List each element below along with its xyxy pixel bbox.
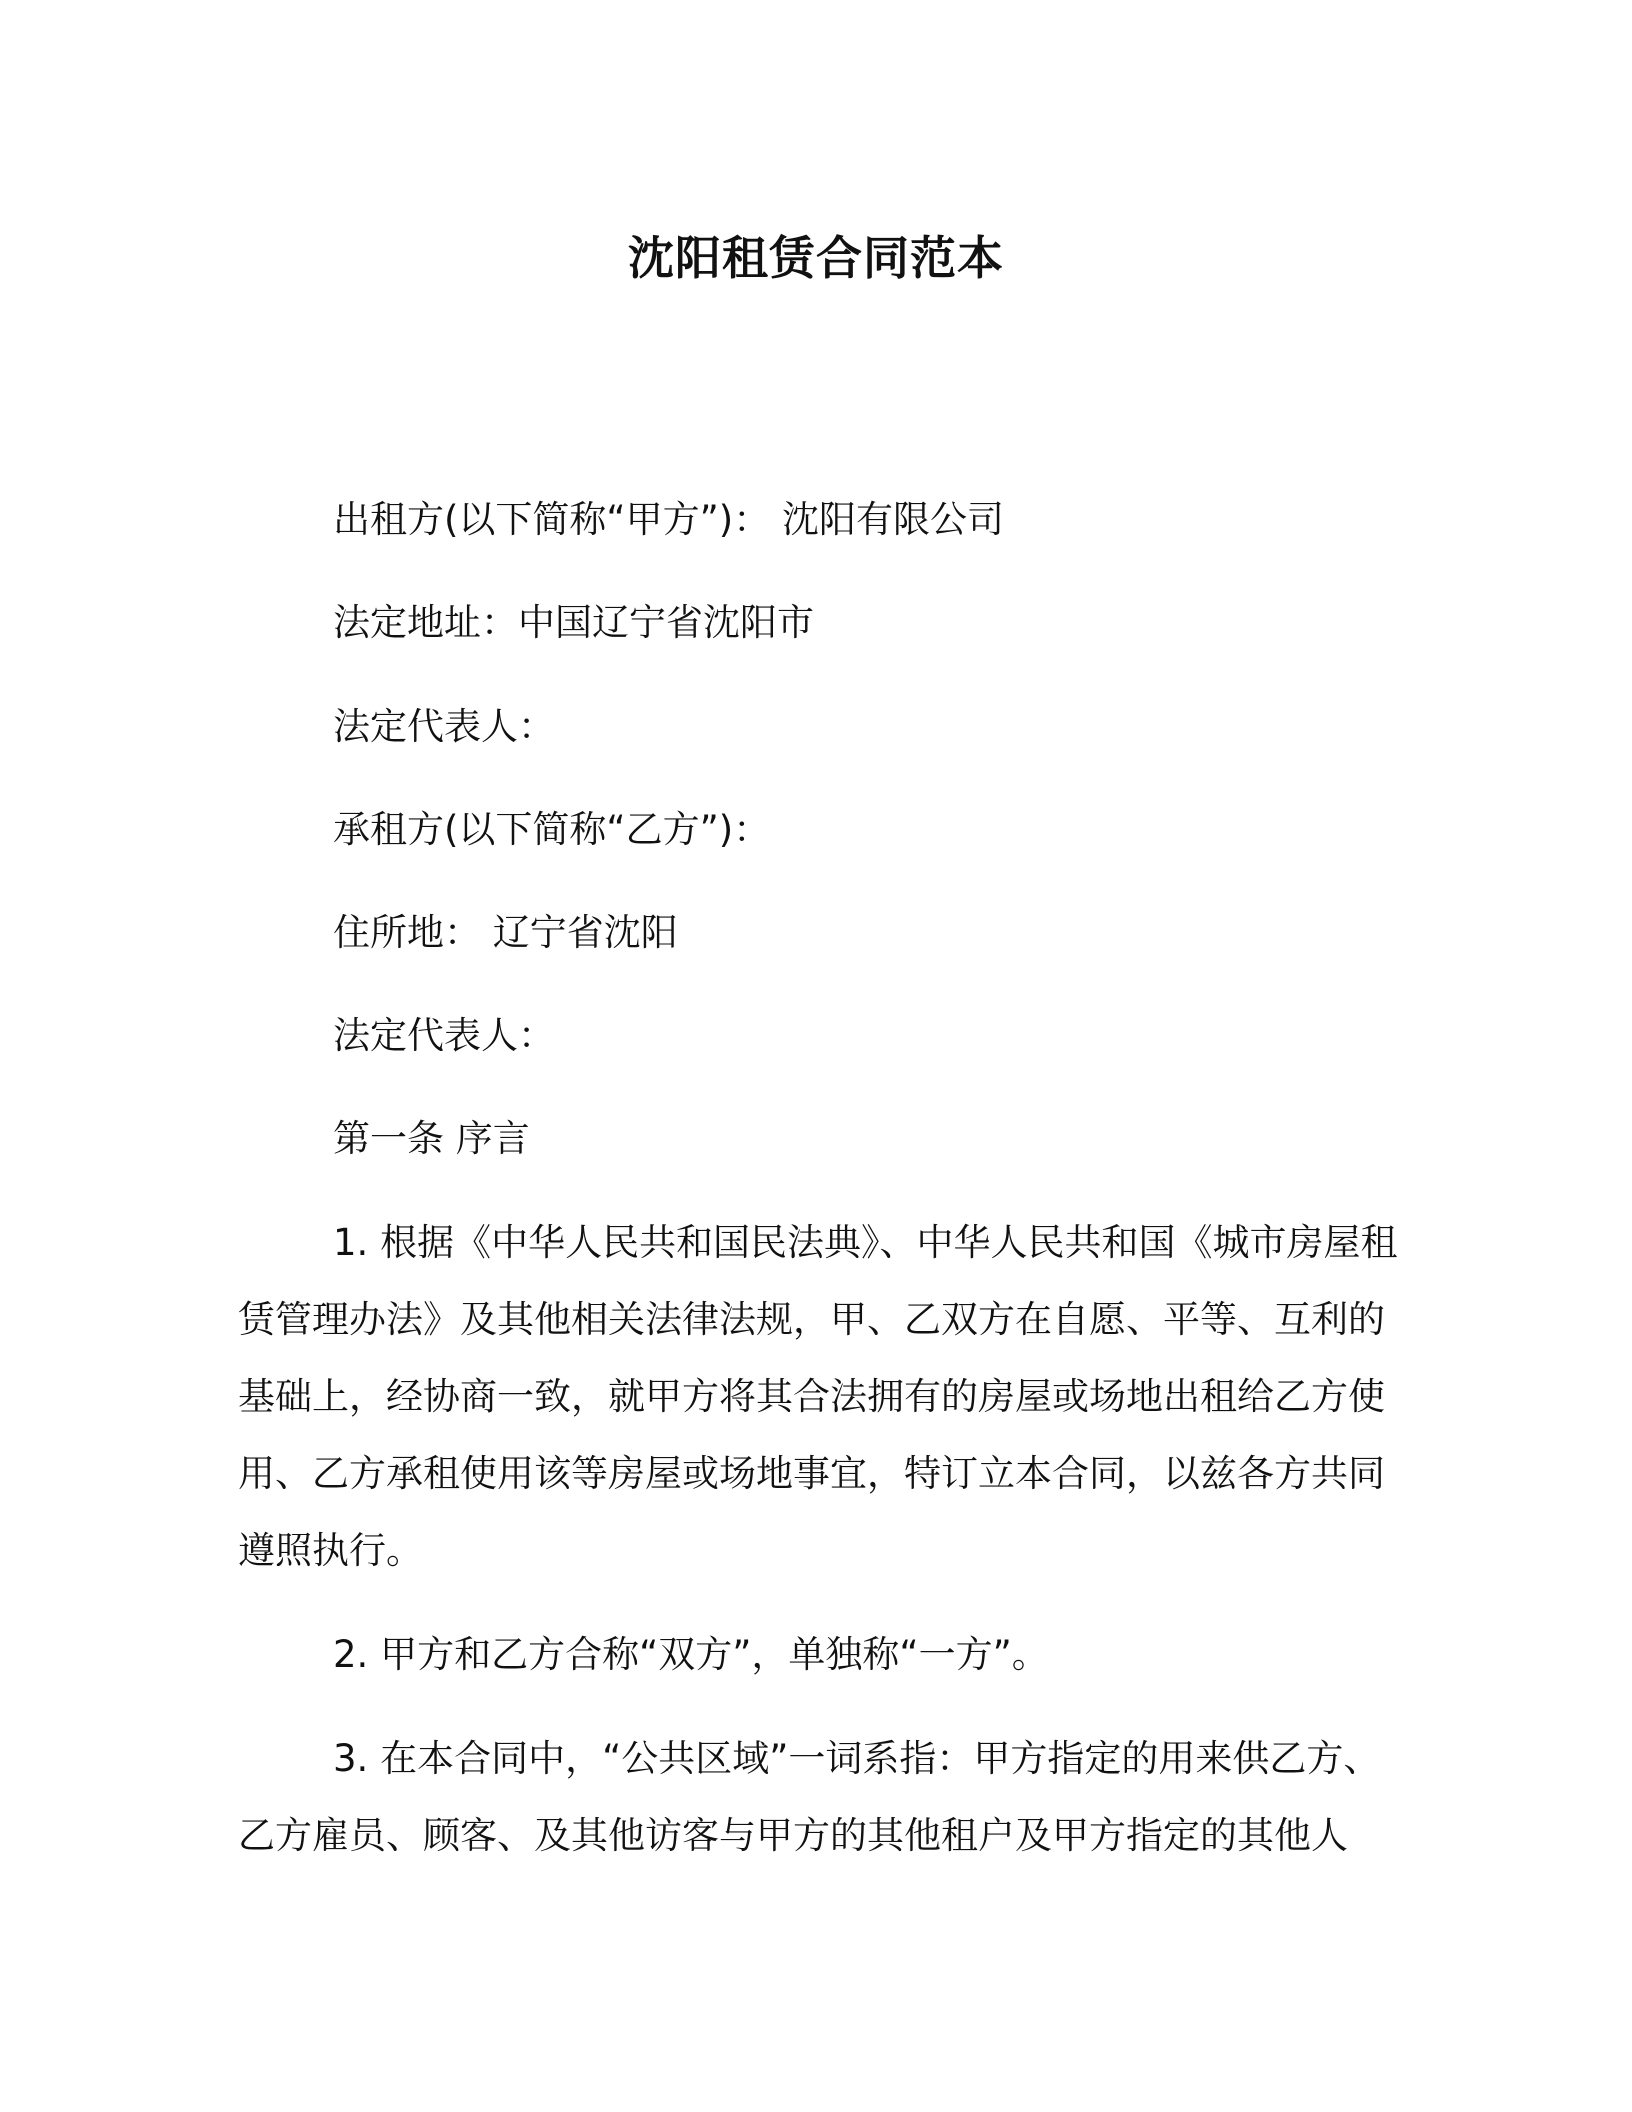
paragraph-3: 3. 在本合同中，“公共区域”一词系指：甲方指定的用来供乙方、乙方雇员、顾客、及其他访客与甲方的其他租户及甲方指定的其他人 — [238, 1737, 1381, 1857]
lessor-field: 出租方(以下简称“甲方”)： 沈阳有限公司 — [333, 498, 1004, 541]
paragraph-1: 1. 根据《中华人民共和国民法典》、中华人民共和国《城市房屋租赁管理办法》及其他相关法律法规，甲、乙双方在自愿、平等、互利的基础上，经协商一致，就甲方将其合法拥有的房屋或场地出租给乙方使用、乙方承租使用该等房屋或场地事宜，特订立本合同，以兹各方共同遵照执行。 — [238, 1221, 1398, 1572]
lessee-representative-field: 法定代表人： — [333, 1014, 555, 1057]
paragraph-2: 2. 甲方和乙方合称“双方”，单独称“一方”。 — [333, 1633, 1049, 1676]
lessee-address-field: 住所地： 辽宁省沈阳 — [333, 911, 678, 954]
lessor-representative-field: 法定代表人： — [333, 705, 555, 748]
article-one-heading: 第一条 序言 — [333, 1117, 530, 1160]
document-title: 沈阳租赁合同范本 — [628, 231, 1004, 285]
lessor-address-field: 法定地址：中国辽宁省沈阳市 — [333, 601, 814, 644]
lessee-field: 承租方(以下简称“乙方”)： — [333, 808, 771, 851]
